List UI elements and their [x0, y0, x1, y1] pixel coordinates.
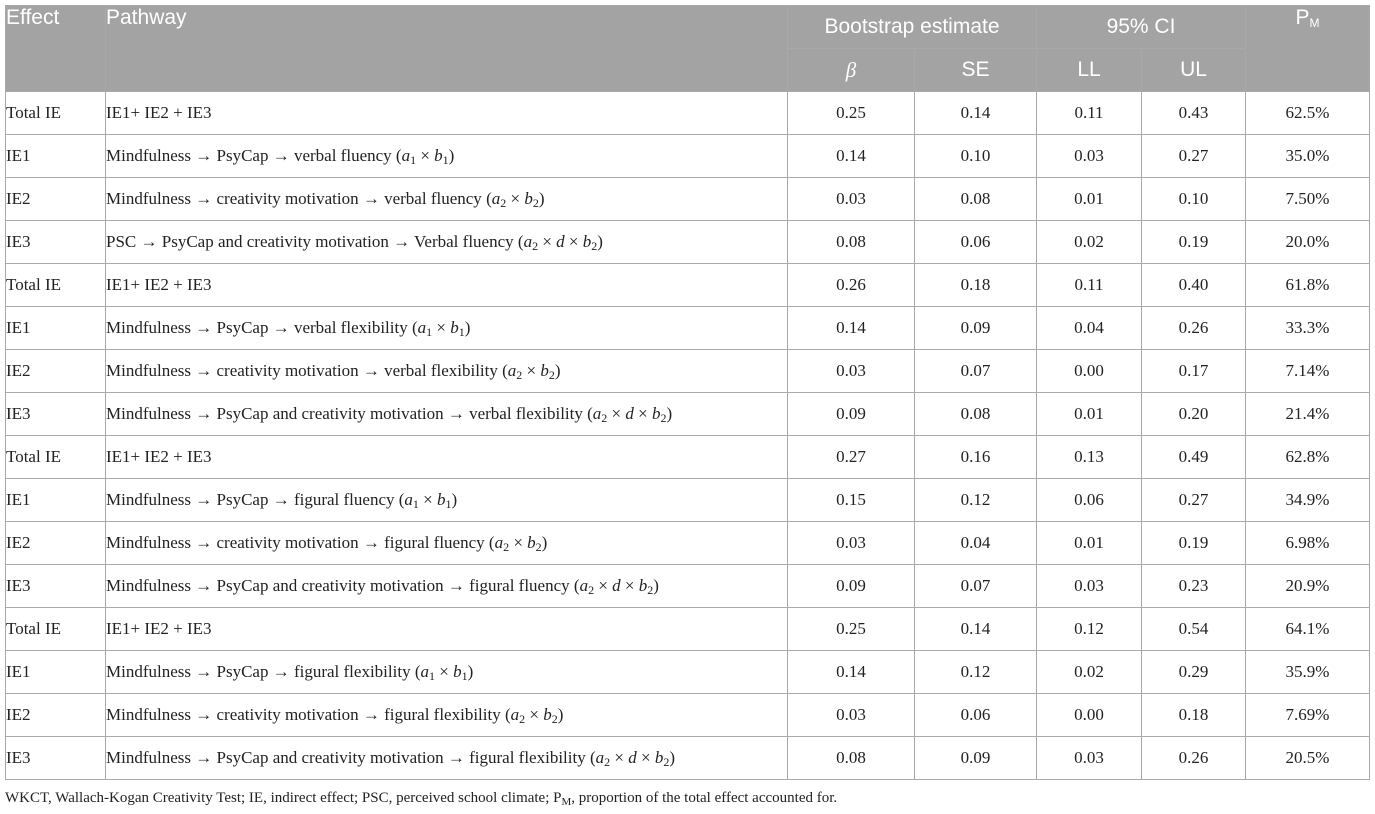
table-row	[6, 350, 1370, 393]
cell-ul: 0.26	[1142, 737, 1246, 780]
cell-se: 0.12	[915, 651, 1037, 694]
cell-ll: 0.11	[1037, 92, 1142, 135]
pathway-text: Mindfulness → creativity motivation → verbal fluency	[106, 189, 482, 208]
cell-beta: 0.03	[788, 178, 915, 221]
cell-se: 0.06	[915, 221, 1037, 264]
header-effect: Effect	[6, 6, 106, 92]
header-pathway: Pathway	[106, 6, 788, 92]
footnote-text-end: , proportion of the total effect accounted for.	[571, 790, 838, 806]
table-row	[6, 651, 1370, 694]
pathway-formula: $(a_2 \times d \times b_2)$	[585, 748, 675, 769]
pathway-text: Mindfulness → PsyCap → verbal fluency	[106, 146, 392, 165]
cell-se: 0.16	[915, 436, 1037, 479]
cell-pathway	[106, 522, 788, 565]
cell-beta: 0.08	[788, 221, 915, 264]
cell-pathway	[106, 307, 788, 350]
cell-pathway	[106, 479, 788, 522]
cell-ll: 0.02	[1037, 221, 1142, 264]
table-footnote	[5, 790, 837, 807]
table-row	[6, 92, 1370, 135]
cell-ul: 0.23	[1142, 565, 1246, 608]
cell-effect: Total IE	[6, 264, 106, 307]
cell-beta: 0.03	[788, 694, 915, 737]
cell-se: 0.12	[915, 479, 1037, 522]
cell-se: 0.18	[915, 264, 1037, 307]
table-row	[6, 479, 1370, 522]
cell-ul: 0.49	[1142, 436, 1246, 479]
cell-effect: IE3	[6, 737, 106, 780]
pathway-formula: $(a_2 \times b_2)$	[484, 533, 548, 554]
cell-pathway	[106, 178, 788, 221]
pathway-formula: $(a_2 \times b_2)$	[497, 361, 561, 382]
mediation-table	[5, 5, 1370, 780]
cell-ll: 0.01	[1037, 522, 1142, 565]
cell-effect: Total IE	[6, 608, 106, 651]
table-row	[6, 608, 1370, 651]
cell-effect: IE3	[6, 565, 106, 608]
pathway-text: IE1+ IE2 + IE3	[106, 275, 212, 294]
cell-ll: 0.00	[1037, 350, 1142, 393]
header-95-ci: 95% CI	[1037, 6, 1246, 49]
cell-pm: 62.5%	[1246, 92, 1370, 135]
cell-pathway	[106, 350, 788, 393]
pathway-text: Mindfulness → PsyCap and creativity motivation → figural fluency	[106, 576, 570, 595]
cell-effect: Total IE	[6, 92, 106, 135]
pathway-text: IE1+ IE2 + IE3	[106, 619, 212, 638]
cell-pm: 20.9%	[1246, 565, 1370, 608]
table-body	[6, 92, 1370, 780]
cell-ul: 0.26	[1142, 307, 1246, 350]
cell-pm: 6.98%	[1246, 522, 1370, 565]
cell-ll: 0.11	[1037, 264, 1142, 307]
cell-effect: IE1	[6, 479, 106, 522]
cell-pathway	[106, 135, 788, 178]
table-row	[6, 178, 1370, 221]
cell-beta: 0.26	[788, 264, 915, 307]
cell-beta: 0.14	[788, 307, 915, 350]
cell-ul: 0.43	[1142, 92, 1246, 135]
table-row	[6, 737, 1370, 780]
cell-beta: 0.09	[788, 393, 915, 436]
cell-effect: IE1	[6, 135, 106, 178]
pathway-formula: $(a_2 \times d \times b_2)$	[513, 232, 603, 253]
pathway-text: IE1+ IE2 + IE3	[106, 447, 212, 466]
pathway-text: Mindfulness → PsyCap and creativity motivation → figural flexibility	[106, 748, 586, 767]
pathway-text: PSC → PsyCap and creativity motivation → Verbal fluency	[106, 232, 514, 251]
table-header	[6, 6, 1370, 92]
table-row	[6, 307, 1370, 350]
header-bootstrap-estimate: Bootstrap estimate	[788, 6, 1037, 49]
cell-ll: 0.00	[1037, 694, 1142, 737]
cell-ll: 0.03	[1037, 737, 1142, 780]
table-row	[6, 522, 1370, 565]
table-row	[6, 393, 1370, 436]
cell-beta: 0.03	[788, 350, 915, 393]
pathway-formula: $(a_1 \times b_1)$	[410, 662, 474, 683]
cell-pm: 33.3%	[1246, 307, 1370, 350]
cell-ul: 0.17	[1142, 350, 1246, 393]
cell-se: 0.06	[915, 694, 1037, 737]
cell-ul: 0.18	[1142, 694, 1246, 737]
cell-ul: 0.20	[1142, 393, 1246, 436]
cell-beta: 0.25	[788, 92, 915, 135]
cell-se: 0.08	[915, 178, 1037, 221]
cell-se: 0.10	[915, 135, 1037, 178]
cell-effect: IE2	[6, 694, 106, 737]
cell-ll: 0.12	[1037, 608, 1142, 651]
pathway-text: Mindfulness → creativity motivation → figural flexibility	[106, 705, 501, 724]
cell-beta: 0.14	[788, 651, 915, 694]
cell-ll: 0.04	[1037, 307, 1142, 350]
cell-pm: 35.0%	[1246, 135, 1370, 178]
cell-ul: 0.19	[1142, 522, 1246, 565]
cell-ul: 0.29	[1142, 651, 1246, 694]
pathway-formula: $(a_2 \times b_2)$	[481, 189, 545, 210]
cell-pm: 7.69%	[1246, 694, 1370, 737]
pathway-text: Mindfulness → PsyCap → figural fluency	[106, 490, 395, 509]
cell-ll: 0.13	[1037, 436, 1142, 479]
cell-se: 0.14	[915, 92, 1037, 135]
cell-pathway	[106, 651, 788, 694]
pathway-text: Mindfulness → PsyCap → figural flexibility	[106, 662, 411, 681]
pathway-text: Mindfulness → PsyCap and creativity motivation → verbal flexibility	[106, 404, 583, 423]
cell-effect: IE1	[6, 307, 106, 350]
cell-se: 0.09	[915, 307, 1037, 350]
cell-pm: 20.5%	[1246, 737, 1370, 780]
header-se: SE	[915, 49, 1037, 92]
header-beta: β	[788, 49, 915, 92]
cell-ul: 0.10	[1142, 178, 1246, 221]
cell-pm: 64.1%	[1246, 608, 1370, 651]
cell-pm: 7.14%	[1246, 350, 1370, 393]
pathway-text: Mindfulness → PsyCap → verbal flexibility	[106, 318, 408, 337]
cell-pathway	[106, 694, 788, 737]
cell-beta: 0.25	[788, 608, 915, 651]
cell-pm: 62.8%	[1246, 436, 1370, 479]
cell-se: 0.14	[915, 608, 1037, 651]
cell-ul: 0.27	[1142, 479, 1246, 522]
cell-effect: IE3	[6, 221, 106, 264]
cell-effect: IE2	[6, 522, 106, 565]
footnote-text: WKCT, Wallach-Kogan Creativity Test; IE, indirect effect; PSC, perceived school climate; P	[5, 790, 562, 806]
cell-se: 0.08	[915, 393, 1037, 436]
cell-se: 0.09	[915, 737, 1037, 780]
cell-pathway	[106, 737, 788, 780]
cell-pathway	[106, 393, 788, 436]
cell-se: 0.04	[915, 522, 1037, 565]
cell-pathway	[106, 264, 788, 307]
table-row	[6, 565, 1370, 608]
cell-se: 0.07	[915, 350, 1037, 393]
cell-pm: 35.9%	[1246, 651, 1370, 694]
cell-pm: 21.4%	[1246, 393, 1370, 436]
pathway-text: Mindfulness → creativity motivation → verbal flexibility	[106, 361, 498, 380]
cell-ul: 0.19	[1142, 221, 1246, 264]
table-row	[6, 436, 1370, 479]
cell-pathway	[106, 92, 788, 135]
cell-pathway	[106, 608, 788, 651]
cell-ul: 0.40	[1142, 264, 1246, 307]
header-pm-sub: M	[1309, 16, 1320, 30]
pathway-formula: $(a_2 \times d \times b_2)$	[569, 576, 659, 597]
cell-pm: 7.50%	[1246, 178, 1370, 221]
table-row	[6, 264, 1370, 307]
cell-pathway	[106, 565, 788, 608]
header-pm	[1246, 6, 1370, 92]
pathway-formula: $(a_2 \times b_2)$	[500, 705, 564, 726]
table-row	[6, 135, 1370, 178]
pathway-formula: $(a_1 \times b_1)$	[407, 318, 471, 339]
cell-se: 0.07	[915, 565, 1037, 608]
cell-ll: 0.01	[1037, 393, 1142, 436]
cell-ul: 0.27	[1142, 135, 1246, 178]
cell-ll: 0.06	[1037, 479, 1142, 522]
pathway-formula: $(a_1 \times b_1)$	[394, 490, 458, 511]
cell-effect: IE2	[6, 178, 106, 221]
cell-effect: Total IE	[6, 436, 106, 479]
header-ul: UL	[1142, 49, 1246, 92]
cell-beta: 0.27	[788, 436, 915, 479]
cell-beta: 0.14	[788, 135, 915, 178]
header-pm-letter: P	[1295, 6, 1310, 29]
cell-ll: 0.01	[1037, 178, 1142, 221]
cell-effect: IE3	[6, 393, 106, 436]
cell-beta: 0.15	[788, 479, 915, 522]
pathway-text: IE1+ IE2 + IE3	[106, 103, 212, 122]
table-row	[6, 221, 1370, 264]
pathway-formula: $(a_2 \times d \times b_2)$	[582, 404, 673, 425]
table-row	[6, 694, 1370, 737]
cell-effect: IE2	[6, 350, 106, 393]
pathway-text: Mindfulness → creativity motivation → figural fluency	[106, 533, 485, 552]
cell-ll: 0.02	[1037, 651, 1142, 694]
cell-ul: 0.54	[1142, 608, 1246, 651]
footnote-sub: M	[561, 796, 572, 808]
cell-beta: 0.09	[788, 565, 915, 608]
pathway-formula: $(a_1 \times b_1)$	[391, 146, 455, 167]
cell-pm: 61.8%	[1246, 264, 1370, 307]
cell-pm: 34.9%	[1246, 479, 1370, 522]
cell-pathway	[106, 436, 788, 479]
cell-effect: IE1	[6, 651, 106, 694]
cell-beta: 0.03	[788, 522, 915, 565]
cell-ll: 0.03	[1037, 135, 1142, 178]
cell-beta: 0.08	[788, 737, 915, 780]
cell-pm: 20.0%	[1246, 221, 1370, 264]
cell-pathway	[106, 221, 788, 264]
header-ll: LL	[1037, 49, 1142, 92]
cell-ll: 0.03	[1037, 565, 1142, 608]
